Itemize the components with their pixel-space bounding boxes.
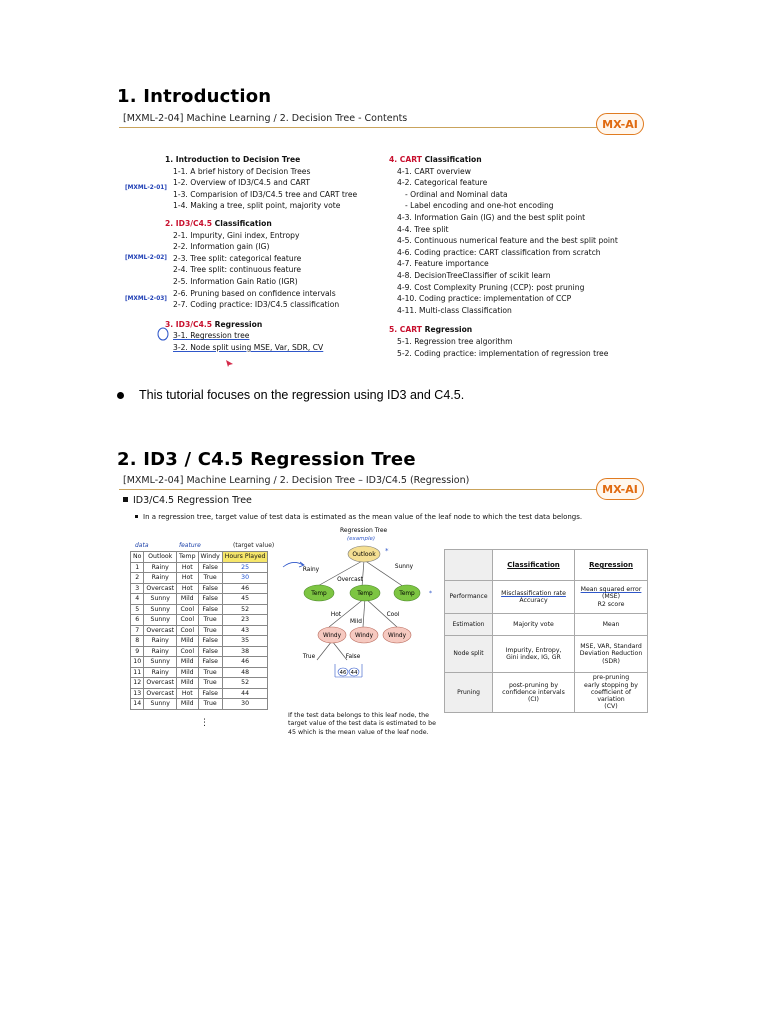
tag-mxml-2-02: [MXML-2-02]: [125, 255, 167, 261]
branch-label: Cool: [386, 612, 400, 618]
table-cell: False: [198, 604, 222, 615]
tree-caption: [288, 712, 436, 737]
branch-label: Overcast: [337, 577, 363, 583]
table-cell: False: [198, 594, 222, 605]
toc-item: 1-1. A brief history of Decision Trees: [173, 166, 311, 176]
table-cell: Sunny: [144, 657, 177, 668]
toc-item: 5-1. Regression tree algorithm: [397, 336, 513, 346]
column-header: Outlook: [144, 552, 177, 563]
toc-item: 3-2. Node split using MSE, Var, SDR, CV: [173, 342, 324, 352]
toc-item: 2-4. Tree split: continuous feature: [173, 265, 302, 275]
table-cell: False: [198, 688, 222, 699]
table-row: [131, 636, 268, 647]
table-cell: 9: [131, 646, 144, 657]
table-cell: True: [198, 678, 222, 689]
table-row: [131, 688, 268, 699]
row-label: Estimation: [445, 614, 493, 636]
branch-label: Sunny: [394, 564, 414, 570]
table-cell: 12: [131, 678, 144, 689]
table-cell: Overcast: [144, 688, 177, 699]
table-row: [131, 604, 268, 615]
table-cell: 52: [222, 678, 268, 689]
table-row: [131, 594, 268, 605]
branch-label: True: [302, 654, 316, 660]
classification-cell: Impurity, Entropy, Gini index, IG, GR: [493, 636, 575, 673]
branch-label: False: [345, 654, 361, 660]
caption-line: target value of the test data is estimated to be: [288, 720, 436, 728]
table-cell: Mild: [177, 678, 199, 689]
comparison-header: Regression: [575, 550, 648, 581]
table-cell: 46: [222, 583, 268, 594]
tree-title: Regression Tree: [340, 527, 388, 534]
toc-section-5: 5. CART Regression: [389, 325, 473, 335]
regression-tree-diagram: [279, 525, 439, 711]
table-cell: 30: [222, 699, 268, 710]
header-rule: [119, 489, 618, 490]
toc-item: 1-2. Overview of ID3/C4.5 and CART: [173, 178, 310, 188]
mx-ai-logo: MX-AI: [596, 113, 644, 135]
toc-item: 4-10. Coding practice: implementation of CCP: [397, 294, 572, 304]
toc-item: 4-9. Cost Complexity Pruning (CCP): post pruning: [397, 282, 585, 292]
table-cell: False: [198, 562, 222, 573]
toc-item: 2-6. Pruning based on confidence intervals: [173, 288, 336, 298]
toc-item: 5-2. Coding practice: implementation of regression tree: [397, 348, 609, 358]
table-cell: 45: [222, 594, 268, 605]
table-cell: Sunny: [144, 615, 177, 626]
root-node-label: Outlook: [352, 551, 376, 558]
regression-cell: Mean: [575, 614, 648, 636]
tag-mxml-2-01: [MXML-2-01]: [125, 185, 167, 191]
table-cell: 44: [222, 688, 268, 699]
slide-description: In a regression tree, target value of test data is estimated as the mean value of the leaf node to which the test data belongs.: [135, 513, 582, 521]
bullet-dot-icon: [117, 392, 124, 399]
column-header-target: Hours Played: [222, 552, 268, 563]
table-cell: False: [198, 583, 222, 594]
table-cell: Hot: [177, 688, 199, 699]
comparison-header-row: [445, 550, 648, 581]
regression-slide: [117, 475, 648, 743]
table-cell: 14: [131, 699, 144, 710]
slide-header: [MXML-2-04] Machine Learning / 2. Decision Tree - Contents: [123, 113, 408, 124]
table-cell: Rainy: [144, 573, 177, 584]
table-cell: Rainy: [144, 667, 177, 678]
star-mark-icon: *: [385, 547, 389, 555]
table-cell: 35: [222, 636, 268, 647]
annotation-data: data: [135, 542, 149, 549]
table-row: [131, 657, 268, 668]
table-cell: 3: [131, 583, 144, 594]
row-label: Performance: [445, 581, 493, 614]
table-row: [131, 625, 268, 636]
regression-cell: Mean squared error (MSE) R2 score: [575, 581, 648, 614]
comparison-corner: [445, 550, 493, 581]
table-header-row: [131, 552, 268, 563]
table-cell: Cool: [177, 604, 199, 615]
table-cell: Rainy: [144, 646, 177, 657]
table-cell: True: [198, 573, 222, 584]
toc-item: 3-1. Regression tree: [173, 331, 250, 341]
table-cell: Hot: [177, 573, 199, 584]
leaf-value: 44: [350, 670, 358, 676]
table-cell: 8: [131, 636, 144, 647]
windy-node-label: Windy: [355, 633, 373, 639]
bullet-item: [117, 388, 464, 402]
table-cell: 11: [131, 667, 144, 678]
table-cell: 13: [131, 688, 144, 699]
table-row: [131, 573, 268, 584]
table-row: [131, 678, 268, 689]
toc-subitem: - Label encoding and one-hot encoding: [405, 201, 554, 211]
table-row: [131, 646, 268, 657]
toc-subitem: - Ordinal and Nominal data: [405, 189, 508, 199]
toc-section-3: 3. ID3/C4.5 Regression: [165, 319, 263, 329]
caption-line: 45 which is the mean value of the leaf node.: [288, 728, 429, 736]
more-rows-indicator: ⋮: [200, 718, 209, 728]
slide-header: [MXML-2-04] Machine Learning / 2. Decision Tree – ID3/C4.5 (Regression): [123, 475, 470, 486]
comparison-row: [445, 673, 648, 713]
table-cell: 5: [131, 604, 144, 615]
pointer-mark-icon: [225, 359, 235, 368]
table-cell: 23: [222, 615, 268, 626]
table-cell: Mild: [177, 657, 199, 668]
table-cell: 43: [222, 625, 268, 636]
slide-subtitle: ID3/C4.5 Regression Tree: [123, 495, 252, 506]
table-cell: 1: [131, 562, 144, 573]
header-rule: [119, 127, 618, 128]
row-label: Pruning: [445, 673, 493, 713]
temp-node-label: Temp: [311, 591, 327, 597]
table-cell: Hot: [177, 562, 199, 573]
table-cell: Overcast: [144, 625, 177, 636]
table-cell: Hot: [177, 583, 199, 594]
square-bullet-icon: [123, 497, 128, 502]
table-cell: 6: [131, 615, 144, 626]
table-cell: Sunny: [144, 594, 177, 605]
table-cell: True: [198, 667, 222, 678]
table-cell: Mild: [177, 699, 199, 710]
table-cell: 52: [222, 604, 268, 615]
table-cell: Overcast: [144, 583, 177, 594]
table-cell: Sunny: [144, 699, 177, 710]
contents-left-column: [165, 154, 357, 354]
section-heading-introduction: 1. Introduction: [117, 86, 272, 107]
windy-node-label: Windy: [323, 633, 341, 639]
table-cell: 10: [131, 657, 144, 668]
table-cell: True: [198, 615, 222, 626]
table-row: [131, 667, 268, 678]
table-cell: Rainy: [144, 562, 177, 573]
classification-cell: Majority vote: [493, 614, 575, 636]
table-cell: Cool: [177, 646, 199, 657]
column-header: Windy: [198, 552, 222, 563]
toc-item: 4-1. CART overview: [397, 166, 471, 176]
row-label: Node split: [445, 636, 493, 673]
toc-item: 4-6. Coding practice: CART classification from scratch: [397, 247, 601, 257]
branch-label: Hot: [330, 612, 342, 618]
contents-right-column: [389, 154, 618, 359]
table-row: [131, 699, 268, 710]
table-cell: Cool: [177, 625, 199, 636]
temp-node-label: Temp: [357, 591, 373, 597]
circle-annotation-icon: [157, 327, 169, 341]
tree-title-note: (example): [347, 536, 376, 542]
table-cell: True: [198, 625, 222, 636]
classification-cell: post-pruning by confidence intervals (CI): [493, 673, 575, 713]
branch-label: Mild: [350, 619, 362, 625]
toc-item: 2-1. Impurity, Gini index, Entropy: [173, 230, 300, 240]
table-cell: Cool: [177, 615, 199, 626]
table-cell: False: [198, 636, 222, 647]
table-cell: True: [198, 699, 222, 710]
table-cell: False: [198, 657, 222, 668]
table-cell: Overcast: [144, 678, 177, 689]
bullet-text: This tutorial focuses on the regression using ID3 and C4.5.: [139, 388, 465, 402]
table-cell: 38: [222, 646, 268, 657]
table-cell: Mild: [177, 667, 199, 678]
table-cell: False: [198, 646, 222, 657]
windy-node-label: Windy: [388, 633, 406, 639]
toc-item: 1-4. Making a tree, split point, majority vote: [173, 201, 341, 211]
mx-ai-logo: MX-AI: [596, 478, 644, 500]
table-row: [131, 615, 268, 626]
temp-node-label: Temp: [399, 591, 415, 597]
annotation-feature: feature: [179, 542, 201, 549]
toc-item: 4-11. Multi-class Classification: [397, 305, 512, 315]
contents-slide: [117, 113, 648, 373]
table-cell: 2: [131, 573, 144, 584]
table-cell: 7: [131, 625, 144, 636]
classification-cell: Misclassification rate Accuracy: [493, 581, 575, 614]
toc-item: 4-5. Continuous numerical feature and the best split point: [397, 236, 618, 246]
toc-item: 4-3. Information Gain (IG) and the best split point: [397, 212, 586, 222]
column-header: No: [131, 552, 144, 563]
toc-section-2: 2. ID3/C4.5 Classification: [165, 218, 272, 228]
tag-mxml-2-03: [MXML-2-03]: [125, 296, 167, 302]
table-cell: Mild: [177, 636, 199, 647]
toc-section-4: 4. CART Classification: [389, 155, 482, 164]
toc-item: 2-2. Information gain (IG): [173, 242, 270, 252]
table-row: [131, 562, 268, 573]
comparison-row: [445, 614, 648, 636]
caption-line: If the test data belongs to this leaf node, the: [288, 712, 430, 719]
regression-cell: MSE, VAR, Standard Deviation Reduction (SDR): [575, 636, 648, 673]
table-cell: Rainy: [144, 636, 177, 647]
table-cell: 4: [131, 594, 144, 605]
toc-item: 4-8. DecisionTreeClassifier of scikit learn: [397, 270, 551, 280]
comparison-header: Classification: [493, 550, 575, 581]
branch-label: Rainy: [302, 567, 320, 573]
table-cell: 30: [222, 573, 268, 584]
toc-item: 1-3. Comparision of ID3/C4.5 tree and CART tree: [173, 189, 358, 199]
comparison-table: [444, 549, 648, 713]
toc-item: 2-3. Tree split: categorical feature: [173, 253, 302, 263]
section-heading-regression-tree: 2. ID3 / C4.5 Regression Tree: [117, 449, 416, 470]
comparison-row: [445, 636, 648, 673]
table-row: [131, 583, 268, 594]
table-cell: 25: [222, 562, 268, 573]
table-cell: 48: [222, 667, 268, 678]
star-mark-icon: *: [429, 590, 432, 597]
toc-item: 4-4. Tree split: [397, 224, 449, 234]
toc-item: 4-7. Feature importance: [397, 259, 489, 269]
table-cell: 46: [222, 657, 268, 668]
annotation-target: (target value): [233, 542, 275, 549]
toc-section-1: 1. Introduction to Decision Tree: [165, 155, 301, 164]
table-cell: Sunny: [144, 604, 177, 615]
regression-cell: pre-pruning early stopping by coefficient of variation (CV): [575, 673, 648, 713]
leaf-value: 46: [339, 670, 347, 676]
dataset-table: [130, 551, 268, 710]
toc-item: 4-2. Categorical feature: [397, 178, 488, 188]
table-cell: Mild: [177, 594, 199, 605]
comparison-row: [445, 581, 648, 614]
toc-item: 2-7. Coding practice: ID3/C4.5 classification: [173, 300, 340, 310]
toc-item: 2-5. Information Gain Ratio (IGR): [173, 276, 298, 286]
column-header: Temp: [177, 552, 199, 563]
